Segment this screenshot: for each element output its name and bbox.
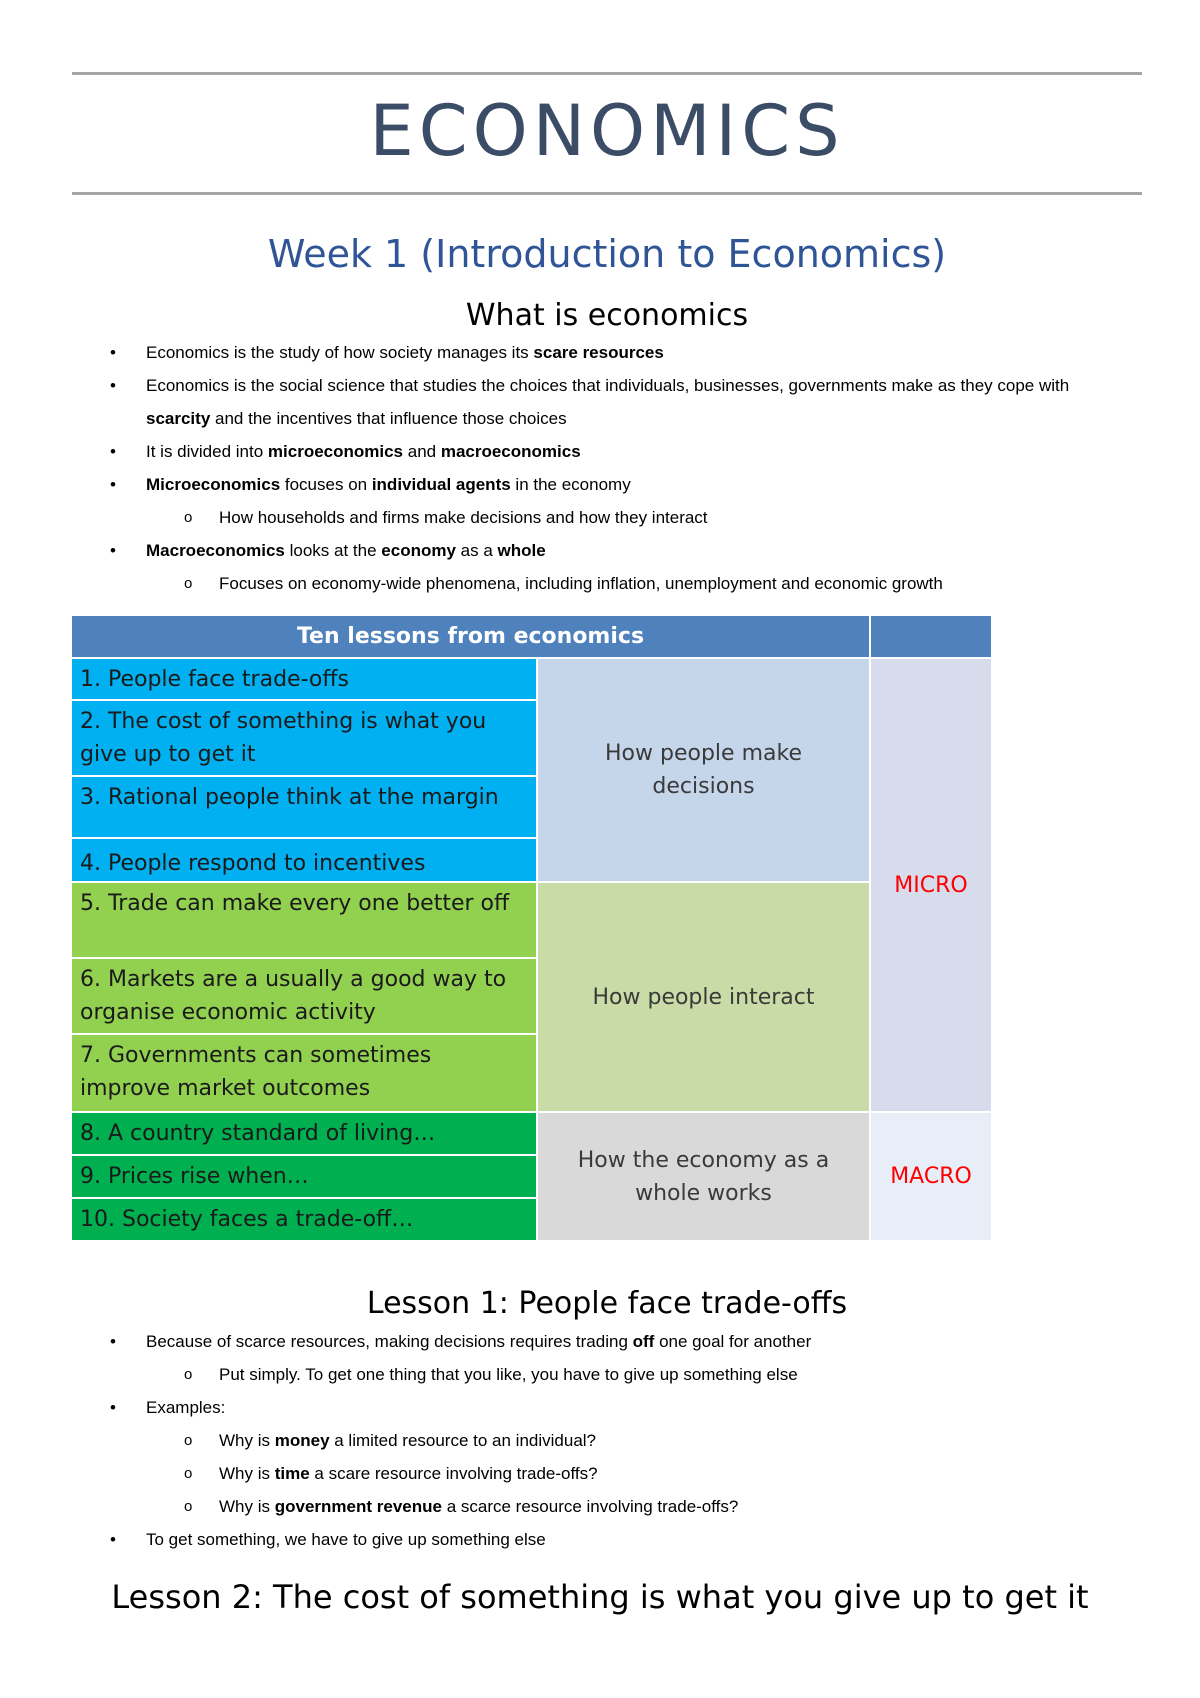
scope-cell-macro: MACRO: [871, 1113, 991, 1240]
text-run: a scare resource involving trade-offs?: [309, 1464, 598, 1483]
table-header: Ten lessons from economics: [72, 616, 869, 657]
bullet-item: [72, 336, 1122, 369]
bullet-item: [72, 1523, 1122, 1556]
text-run: Why is: [219, 1431, 275, 1450]
what-is-economics-list: [72, 336, 1122, 600]
bold-text: off: [632, 1332, 655, 1351]
text-run: Because of scarce resources, making decisions requires trading: [146, 1332, 633, 1351]
sub-bullet-item: [72, 1490, 1122, 1523]
bullet-item: [72, 369, 1122, 435]
bold-text: economy: [381, 541, 456, 560]
text-run: looks at the: [284, 541, 382, 560]
bullet-dot-icon: •: [110, 343, 116, 362]
lesson-cell-8: 8. A country standard of living…: [72, 1113, 536, 1154]
bullet-item: [72, 435, 1122, 468]
bullet-dot-icon: •: [110, 475, 116, 494]
bold-text: Microeconomics: [146, 475, 281, 494]
bullet-dot-icon: •: [110, 1530, 116, 1549]
group-cell-decisions: How people make decisions: [538, 659, 869, 881]
bold-text: government revenue: [274, 1497, 442, 1516]
lesson-cell-10: 10. Society faces a trade-off…: [72, 1199, 536, 1240]
bold-text: whole: [497, 541, 546, 560]
text-run: Examples:: [146, 1398, 226, 1417]
lesson-cell-3: 3. Rational people think at the margin: [72, 777, 536, 837]
bullet-item: [72, 534, 1122, 567]
bullet-circle-icon: o: [184, 1465, 193, 1482]
bullet-dot-icon: •: [110, 442, 116, 461]
bold-text: macroeconomics: [440, 442, 581, 461]
text-run: Put simply. To get one thing that you like, you have to give up something else: [219, 1365, 798, 1384]
text-run: and the incentives that influence those choices: [210, 409, 567, 428]
bullet-circle-icon: o: [184, 575, 193, 592]
text-run: a limited resource to an individual?: [329, 1431, 597, 1450]
bold-text: Macroeconomics: [146, 541, 285, 560]
bullet-circle-icon: o: [184, 1432, 193, 1449]
lesson-cell-7: 7. Governments can sometimes improve market outcomes: [72, 1035, 536, 1111]
bullet-item: [72, 1325, 1122, 1358]
bold-text: time: [274, 1464, 310, 1483]
sub-bullet-item: [72, 567, 1122, 600]
bullet-circle-icon: o: [184, 509, 193, 526]
bold-text: scarcity: [146, 409, 211, 428]
bullet-circle-icon: o: [184, 1498, 193, 1515]
text-run: a scarce resource involving trade-offs?: [441, 1497, 739, 1516]
document-title: ECONOMICS: [369, 90, 845, 172]
week-heading: Week 1 (Introduction to Economics): [267, 232, 947, 276]
bold-text: scare resources: [533, 343, 664, 362]
text-run: To get something, we have to give up something else: [146, 1530, 546, 1549]
bold-text: money: [274, 1431, 330, 1450]
section-heading-lesson-1: Lesson 1: People face trade-offs: [366, 1286, 848, 1321]
lesson-cell-9: 9. Prices rise when…: [72, 1156, 536, 1197]
bullet-item: [72, 1391, 1122, 1424]
lesson-cell-5: 5. Trade can make every one better off: [72, 883, 536, 957]
bullet-dot-icon: •: [110, 1332, 116, 1351]
scope-cell-micro: MICRO: [871, 659, 991, 1111]
title-bottom-rule: [72, 192, 1142, 195]
ten-lessons-table: [72, 616, 991, 1257]
lesson-cell-4: 4. People respond to incentives: [72, 839, 536, 881]
bullet-circle-icon: o: [184, 1366, 193, 1383]
text-run: one goal for another: [654, 1332, 812, 1351]
section-heading-lesson-2: Lesson 2: The cost of something is what you give up to get it: [111, 1578, 1089, 1616]
text-run: focuses on: [280, 475, 372, 494]
text-run: as a: [455, 541, 498, 560]
text-run: in the economy: [510, 475, 631, 494]
group-cell-interact: How people interact: [538, 883, 869, 1111]
sub-bullet-item: [72, 501, 1122, 534]
table-header-blank: [871, 616, 991, 657]
text-run: Why is: [219, 1497, 275, 1516]
lesson-1-list: [72, 1325, 1122, 1556]
text-run: How households and firms make decisions and how they interact: [219, 508, 708, 527]
sub-bullet-item: [72, 1358, 1122, 1391]
group-cell-economy: How the economy as a whole works: [538, 1113, 869, 1240]
lesson-cell-1: 1. People face trade-offs: [72, 659, 536, 699]
sub-bullet-item: [72, 1457, 1122, 1490]
bullet-dot-icon: •: [110, 376, 116, 395]
text-run: Economics is the social science that studies the choices that individuals, businesses, governments make as they cope with: [146, 376, 1070, 395]
text-run: It is divided into: [146, 442, 268, 461]
bold-text: individual agents: [371, 475, 511, 494]
sub-bullet-item: [72, 1424, 1122, 1457]
title-top-rule: [72, 72, 1142, 75]
text-run: and: [403, 442, 441, 461]
lesson-cell-2: 2. The cost of something is what you give up to get it: [72, 701, 536, 775]
section-heading-what-is-economics: What is economics: [465, 298, 749, 333]
bold-text: microeconomics: [267, 442, 404, 461]
lesson-cell-6: 6. Markets are a usually a good way to organise economic activity: [72, 959, 536, 1033]
text-run: Focuses on economy-wide phenomena, including inflation, unemployment and economic growth: [219, 574, 943, 593]
text-run: Economics is the study of how society manages its: [146, 343, 534, 362]
text-run: Why is: [219, 1464, 275, 1483]
bullet-dot-icon: •: [110, 1398, 116, 1417]
bullet-dot-icon: •: [110, 541, 116, 560]
bullet-item: [72, 468, 1122, 501]
